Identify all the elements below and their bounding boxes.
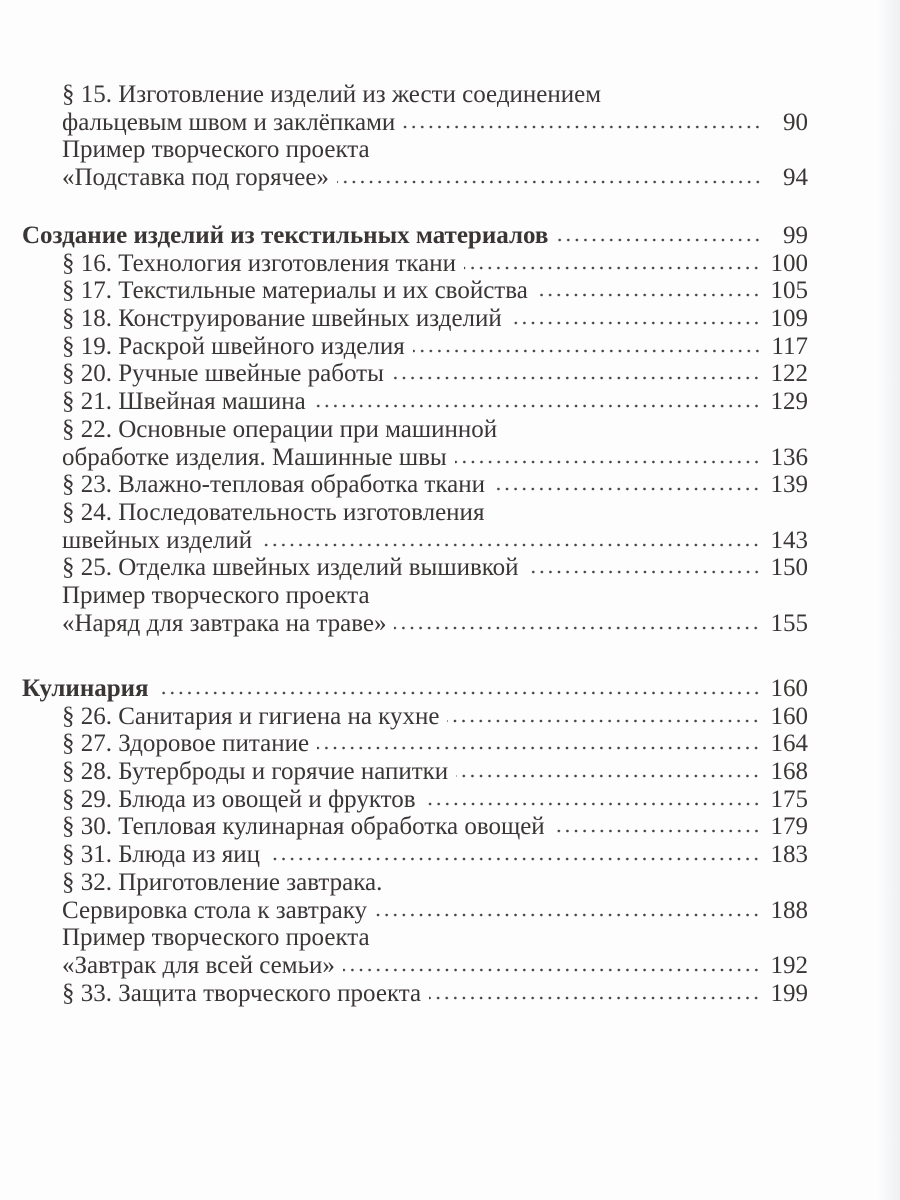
entry-text: Пример творческого проекта [62, 581, 370, 609]
page-number: 100 [770, 249, 808, 277]
entry-text: Пример творческого проекта [62, 136, 370, 164]
dot-leader [493, 486, 761, 492]
toc-entry-line [22, 250, 808, 278]
toc-entry-line [22, 897, 808, 925]
page-number: 143 [770, 526, 808, 554]
dot-leader [527, 569, 761, 575]
entry-text: § 24. Последовательность изготовления [62, 498, 485, 526]
dot-leader [375, 912, 760, 918]
entry-text: § 25. Отделка швейных изделий вышивкой [62, 554, 519, 582]
page-number: 188 [770, 896, 808, 924]
dot-leader [157, 690, 761, 696]
entry-text: фальцевым швом и заклёпками [62, 108, 396, 136]
section-heading [22, 222, 808, 250]
dot-leader [403, 124, 762, 130]
toc-entry-line [22, 869, 808, 897]
toc-entry-line [22, 924, 808, 952]
page-number: 175 [770, 785, 808, 813]
page-number: 90 [783, 108, 808, 136]
toc-entry-line [22, 758, 808, 786]
toc-entry-line [22, 471, 808, 499]
page-number: 105 [770, 277, 808, 305]
entry-text: § 23. Влажно-тепловая обработка ткани [62, 471, 485, 499]
toc-entry-line [22, 554, 808, 582]
toc-entry-line [22, 813, 808, 841]
entry-text: «Подставка под горячее» [62, 164, 329, 192]
page-number: 183 [770, 841, 808, 869]
entry-text: Создание изделий из текстильных материалов [22, 222, 549, 249]
toc-entry-line [22, 730, 808, 758]
page-number: 160 [770, 702, 808, 730]
page-number: 192 [770, 951, 808, 979]
page-number: 139 [770, 471, 808, 499]
dot-leader [260, 542, 760, 548]
page-number: 155 [770, 609, 808, 637]
toc-entry-line [22, 360, 808, 388]
toc-group-1 [22, 81, 808, 192]
page-number: 168 [770, 758, 808, 786]
page-number: 164 [770, 730, 808, 758]
page-number: 129 [770, 388, 808, 416]
page-number: 150 [770, 554, 808, 582]
dot-leader [429, 995, 760, 1001]
entry-text: § 33. Защита творческого проекта [62, 979, 422, 1007]
dot-leader [455, 459, 761, 465]
section-heading [22, 675, 808, 703]
toc-entry-line [22, 980, 808, 1008]
entry-text: Кулинария [22, 675, 149, 702]
toc-entry-line [22, 416, 808, 444]
entry-text: § 15. Изготовление изделий из жести соединением [62, 81, 602, 108]
entry-text: обработке изделия. Машинные швы [62, 443, 447, 471]
entry-text: § 30. Тепловая кулинарная обработка овощей [62, 813, 545, 841]
page-number: 117 [771, 332, 808, 360]
page-number: 136 [770, 443, 808, 471]
dot-leader [314, 403, 761, 409]
page-number: 122 [770, 360, 808, 388]
entry-text: Сервировка стола к завтраку [62, 896, 368, 924]
entry-text: швейных изделий [62, 526, 253, 554]
entry-text: § 18. Конструирование швейных изделий [62, 305, 502, 333]
dot-leader [413, 348, 762, 354]
dot-leader [337, 179, 762, 185]
page-number: 179 [770, 813, 808, 841]
toc-entry-line [22, 109, 808, 137]
toc-entry-line [22, 164, 808, 192]
toc-entry-line [22, 305, 808, 333]
toc-entry-line [22, 703, 808, 731]
page-number: 160 [770, 675, 808, 702]
toc-entry-line [22, 582, 808, 610]
toc-entry-line [22, 786, 808, 814]
toc-entry-line [22, 610, 808, 638]
toc-entry-line [22, 136, 808, 164]
entry-text: § 17. Текстильные материалы и их свойства [62, 277, 528, 305]
page-number: 109 [770, 305, 808, 333]
entry-text: § 26. Санитария и гигиена на кухне [62, 702, 440, 730]
entry-text: § 32. Приготовление завтрака. [62, 868, 383, 896]
entry-text: § 31. Блюда из яиц [62, 841, 260, 869]
page-number: 94 [783, 164, 808, 192]
toc-group-2 [22, 222, 808, 637]
dot-leader [394, 625, 760, 631]
dot-leader [268, 856, 761, 862]
dot-leader [556, 237, 762, 243]
entry-text: § 22. Основные операции при машинной [62, 415, 498, 443]
dot-leader [553, 828, 761, 834]
toc-entry-line [22, 499, 808, 527]
entry-text: § 16. Технология изготовления ткани [62, 249, 456, 277]
dot-leader [447, 718, 760, 724]
page-number: 199 [770, 979, 808, 1007]
toc-entry-line [22, 527, 808, 555]
entry-text: § 27. Здоровое питание [62, 730, 310, 758]
entry-text: § 28. Бутерброды и горячие напитки [62, 758, 449, 786]
toc-entry-line [22, 81, 808, 109]
entry-text: «Завтрак для всей семьи» [62, 951, 335, 979]
dot-leader [510, 320, 761, 326]
dot-leader [424, 801, 761, 807]
entry-text: § 21. Швейная машина [62, 388, 306, 416]
entry-text: § 20. Ручные швейные работы [62, 360, 384, 388]
toc-entry-line [22, 444, 808, 472]
toc-entry-line [22, 841, 808, 869]
dot-leader [317, 745, 760, 751]
dot-leader [456, 773, 760, 779]
dot-leader [392, 375, 761, 381]
entry-text: Пример творческого проекта [62, 924, 370, 952]
dot-leader [464, 265, 761, 271]
page-edge-shadow [878, 0, 900, 1200]
toc-entry-line [22, 388, 808, 416]
entry-text: «Наряд для завтрака на траве» [62, 609, 387, 637]
entry-text: § 29. Блюда из овощей и фруктов [62, 785, 416, 813]
entry-text: § 19. Раскрой швейного изделия [62, 332, 405, 360]
dot-leader [343, 967, 761, 973]
page-number: 99 [783, 222, 808, 249]
toc-entry-line [22, 333, 808, 361]
toc-entry-line [22, 277, 808, 305]
toc-entry-line [22, 952, 808, 980]
toc-group-3 [22, 675, 808, 1007]
dot-leader [536, 292, 761, 298]
